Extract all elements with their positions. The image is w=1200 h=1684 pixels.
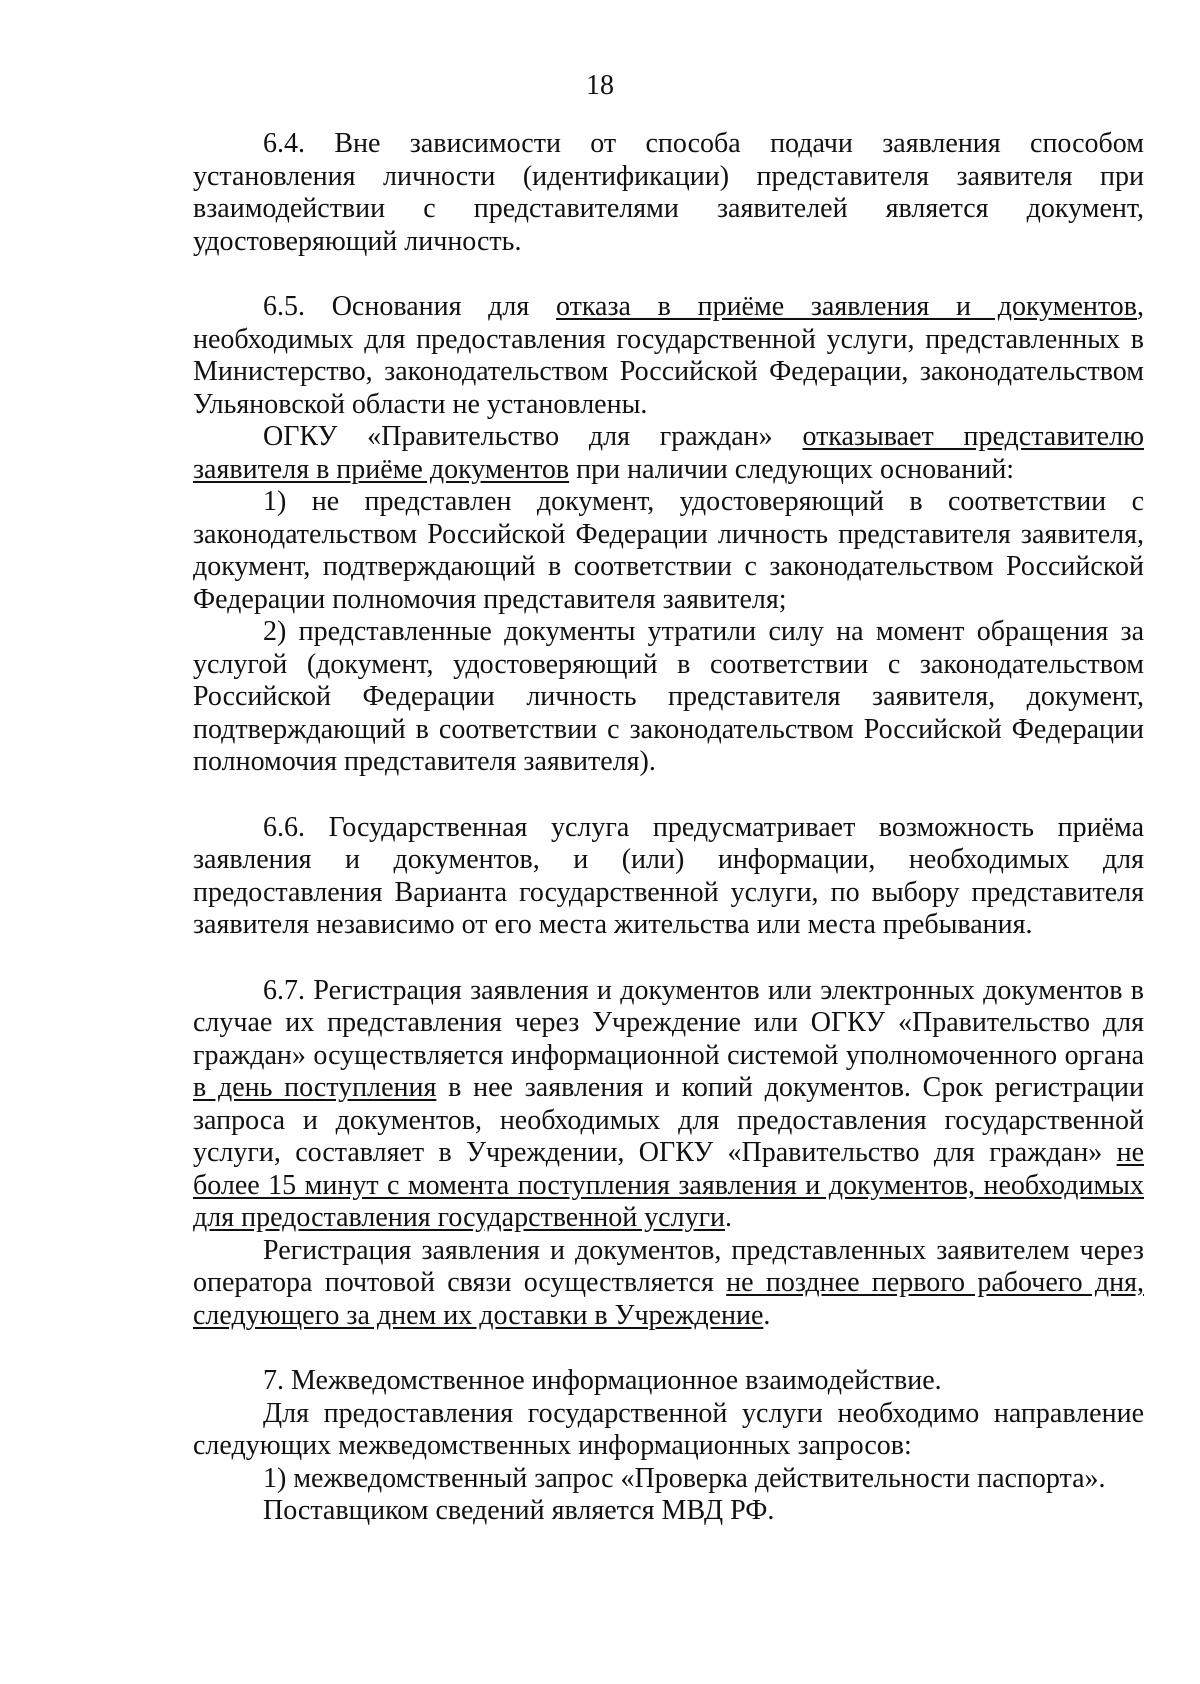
paragraph-6-5-refusal-underlined: отказывает представителю заявителя в приёме документов [193,421,1144,485]
paragraph-6-7-end: . [725,1202,733,1233]
paragraph-7-supplier: Поставщиком сведений является МВД РФ. [263,1495,775,1526]
page-number: 18 [586,70,614,101]
list-item-6-5-1: 1) не представлен документ, удостоверяющий в соответствии с законодательством Российской Федерации личность представителя заявителя, документ, подтверждающий в соответствии с законодательством Российской Федерации полномочия представителя заявителя; [193,486,1144,615]
paragraph-6-5-underlined: отказа в приёме заявления и документов [555,291,1137,322]
paragraph-6-7-underlined-time: не более 15 минут с момента поступления заявления и документов, необходимых для предоставления государственной услуги [193,1137,1144,1233]
document-body [193,128,1144,1528]
list-item-7-1: 1) межведомственный запрос «Проверка действительности паспорта». [263,1462,1106,1494]
paragraph-6-4: 6.4. Вне зависимости от способа подачи заявления способом установления личности (идентификации) представителя заявителя при взаимодействии с представителями заявителей является документ, удостоверяющий личность. [193,128,1144,257]
paragraph-6-7-part1: 6.7. Регистрация заявления и документов или электронных документов в случае их представления через Учреждение или ОГКУ «Правительство для граждан» осуществляется информационной системой уполномоченного органа [193,974,1144,1071]
paragraph-6-5-refusal-start: ОГКУ «Правительство для граждан» [263,421,803,452]
paragraph-spacer [193,258,1144,291]
paragraph-6-7-postal-underlined: не позднее первого рабочего дня, следующего за днем их доставки в Учреждение [193,1267,1144,1331]
paragraph-spacer [193,1332,1144,1365]
paragraph-6-5-text-start: 6.5. Основания для [263,291,556,322]
paragraph-6-7-postal-end: . [763,1299,771,1331]
paragraph-spacer [193,942,1144,975]
list-item-6-5-2: 2) представленные документы утратили силу на момент обращения за услугой (документ, удостоверяющий в соответствии с законодательством Российской Федерации личность представителя заявителя, документ, подтверждающий в соответствии с законодательством Российской Федерации полномочия представителя заявителя). [193,616,1144,777]
paragraph-6-7-postal [193,1235,1144,1333]
paragraph-6-5-grounds [193,291,1144,421]
paragraph-6-5-text-end: , необходимых для предоставления государственной услуги, представленных в Министерство, законодательством Российской Федерации, законодательством Ульяновской области не установлены. [193,291,1144,420]
section-7-heading: 7. Межведомственное информационное взаимодействие. [263,1365,942,1396]
paragraph-6-7-registration [193,975,1144,1235]
paragraph-6-7-part2: в нее заявления и копий документов. Срок регистрации запроса и документов, необходимых для предоставления государственной услуги, составляет в Учреждении, ОГКУ «Правительство для граждан» [193,1072,1145,1168]
paragraph-spacer [193,779,1144,812]
paragraph-6-7-underlined-day: в день поступления [193,1072,437,1103]
paragraph-6-6: 6.6. Государственная услуга предусматривает возможность приёма заявления и документов, и (или) информации, необходимых для предоставления Варианта государственной услуги, по выбору представителя заявителя независимо от его места жительства или места пребывания. [193,811,1144,940]
paragraph-6-5-refusal-end: при наличии следующих оснований: [569,453,1015,485]
paragraph-7-intro: Для предоставления государственной услуги необходимо направление следующих межведомственных информационных запросов: [193,1397,1144,1461]
paragraph-6-7-postal-start: Регистрация заявления и документов, представленных заявителем через оператора почтовой связи осуществляется [193,1234,1144,1298]
paragraph-6-5-refusal [193,421,1144,486]
